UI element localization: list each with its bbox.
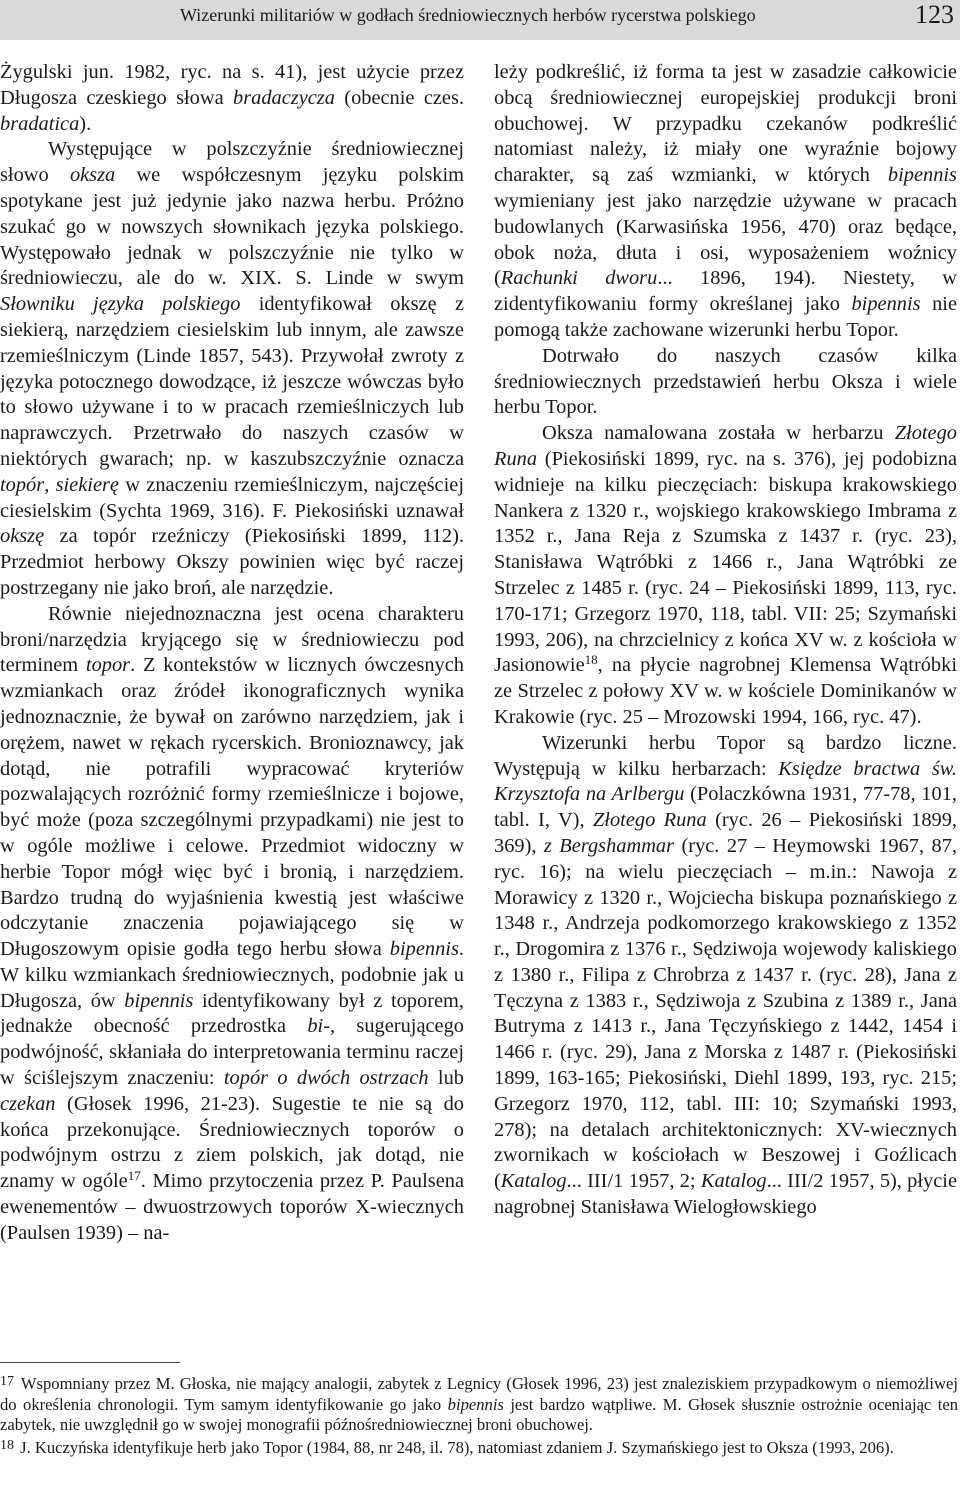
text-run: leży podkreślić, iż forma ta jest w zasadzie całkowicie obcą średniowiecznej europejskiej produkcji broni obuchowej. W przypadku czekanów podkreślić natomiast należy, iż miały one wyraźnie bojowy charakter, są zaś wzmianki, w których <box>494 61 957 187</box>
paragraph <box>494 60 957 344</box>
italic-text: topór o dwóch ostrzach <box>223 1067 429 1090</box>
text-run: . Mimo przytoczenia przez P. Paulsena ewenementów – dwuostrzowych toporów X-wiecznych (Paulsen 1939) – na- <box>0 1170 465 1244</box>
text-run: ... III/1 1957, 2; <box>566 1170 701 1193</box>
text-run: Równie niejednoznaczna jest ocena charakteru broni/narzędzia kryjącego się w średniowieczu pod terminem <box>0 602 464 677</box>
text-run: (Głosek 1996, 21-23). Sugestie te nie są do końca przekonujące. Średniowiecznych toporów o podwójnym ostrzu z ziem polskich, jak dotąd, nie znamy w ogóle <box>0 1092 464 1193</box>
text-run: (obecnie czes. <box>334 86 464 109</box>
footnote-18 <box>0 1436 958 1459</box>
text-run: jest bardzo wątpliwe. M. Głosek słusznie ostrożnie oceniając ten zabytek, nie uwzględnił go w swojej monografii późnośredniowiecznej broni obuchowej. <box>0 1394 958 1434</box>
italic-text: okszę <box>0 525 45 548</box>
paragraph <box>0 602 464 1247</box>
text-run: ... III/2 1957, 5), płycie nagrobnej Stanisława Wielogłowskiego <box>494 1170 957 1219</box>
italic-text: bi- <box>307 1015 331 1038</box>
text-run: Oksza namalowana została w herbarzu <box>542 422 895 445</box>
text-run: identyfikowany był z toporem, jednakże obecność przedrostka <box>0 989 464 1038</box>
text-run: Żygulski jun. 1982, ryc. na s. 41), jest użycie przez Długosza czeskiego słowa <box>0 61 464 109</box>
italic-text: bipennis <box>389 938 459 961</box>
italic-text: oksza <box>69 164 116 187</box>
text-run: J. Kuczyńska identyfikuje herb jako Topor (1984, 88, nr 248, il. 78), natomiast zdaniem J. Szymańskiego jest to Oksza (1993, 206). <box>16 1437 894 1457</box>
footnotes <box>0 1372 958 1458</box>
italic-text: topór <box>0 473 45 496</box>
italic-text: czekan <box>0 1092 56 1115</box>
footnote-number: 18 <box>0 1437 14 1453</box>
text-run: , na płycie nagrobnej Klemensa Wątróbki ze Strzelec z połowy XV w. w kościele Dominikanów w Krakowie (ryc. 25 – Mrozowski 1994, 166, ryc. 47). <box>494 654 957 728</box>
text-run: Dotrwało do naszych czasów kilka średniowiecznych przedstawień herbu Oksza i wiele herbu Topor. <box>494 344 957 419</box>
italic-text: bipennis <box>887 164 957 187</box>
right-text-column <box>494 60 957 1221</box>
text-run: we współczesnym języku polskim spotykane jest już jedynie jako nazwa herbu. Próżno szukać go w nowszych słownikach języka polskiego. Występowało jednak w polszczyźnie nie tylko w średniowieczu, ale do w. XIX. S. Linde w swym <box>0 164 464 290</box>
italic-text: z Bergshammar <box>543 834 675 857</box>
paragraph <box>494 344 957 421</box>
italic-text: Słowniku języka polskiego <box>0 293 241 316</box>
italic-text: Rachunki dworu <box>500 267 658 290</box>
text-run: (Piekosiński 1899, ryc. na s. 376), jej podobizna widnieje na kilku pieczęciach: biskupa krakowskiego Nankera z 1320 r., wojskiego krakowskiego Imbrama z 1352 r., Jana Reja z Szumska z 1437 r. (ryc. 23), Stanisława Wątróbki z 1466 r., Jana Wątróbki ze Strzelec z 1485 r. (ryc. 24 – Piekosiński 1899, 113, ryc. 170-171; Grzegorz 1970, 118, tabl. VII: 25; Szymański 1993, 206), na chrzcielnicy z końca XV w. z kościoła w Jasionowie <box>494 447 957 677</box>
text-run: identyfikował okszę z siekierą, narzędziem ciesielskim lub innym, ale zawsze rzemieślniczym (Linde 1857, 543). Przywołał zwroty z języka potocznego dowodzące, iż jeszcze wówczas było to słowo używane i to w pracach rzemieślniczych lub naprawczych. Przetrwało do naszych czasów w niektórych gwarach; np. w kaszubszczyźnie oznacza <box>0 293 464 470</box>
text-run: wymieniany jest jako narzędzie używane w pracach budowlanych (Karwasińska 1956, 470) oraz będące, obok noża, dłuta i osi, wyposażeniem woźnicy ( <box>494 189 957 290</box>
running-title: Wizerunki militariów w godłach średniowiecznych herbów rycerstwa polskiego <box>180 5 756 25</box>
italic-text: siekierę <box>55 473 119 496</box>
text-run: (ryc. 27 – Heymowski 1967, 87, ryc. 16); na wielu pieczęciach – m.in.: Nawoja z Morawicy z 1320 r., Wojciecha biskupa poznańskiego z 1348 r., Andrzeja podkomorzego krakowskiego z 1352 r., Drogomira z 1376 r., Sędziwoja wojewody kaliskiego z 1380 r., Filipa z Chrobrza z 1437 r. (ryc. 28), Jana z Tęczyna z 1383 r., Sędziwoja z Szubina z 1389 r., Jana Butryma z 1413 r., Jana Tęczyńskiego z 1442, 1454 i 1466 r. (ryc. 29), Jana z Morska z 1487 r. (Piekosiński 1899, 163-165; Piekosiński, Diehl 1899, 193, ryc. 215; Grzegorz 1970, 112, tabl. III: 10; Szymański 1993, 278); na detalach architektonicznych: XV-wiecznych zwornikach w kościołach w Beszowej i Goźlicach ( <box>494 834 958 1193</box>
italic-text: Złotego Runa <box>494 422 957 470</box>
text-run: w znaczeniu rzemieślniczym, najczęściej ciesielskim (Sychta 1969, 316). F. Piekosiński uznawał <box>0 473 464 522</box>
text-run: (ryc. 26 – Piekosiński 1899, 369), <box>494 809 957 857</box>
italic-text: bipennis <box>124 989 194 1012</box>
footnote-reference: 18 <box>584 652 598 668</box>
text-run: Występujące w polszczyźnie średniowiecznej słowo <box>0 138 464 187</box>
paragraph <box>494 421 957 731</box>
text-run: , <box>44 473 56 496</box>
text-run: nie pomogą także zachowane wizerunki herbu Topor. <box>494 293 957 341</box>
italic-text: bradaczycza <box>233 86 335 109</box>
footnote-reference: 17 <box>127 1168 141 1184</box>
text-run: ... 1896, 194). Niestety, w zidentyfikowaniu formy określanej jako <box>494 267 957 316</box>
italic-text: bipennis <box>851 293 921 316</box>
italic-text: Katalog <box>700 1170 767 1193</box>
paragraph <box>0 60 464 137</box>
italic-text: bradatica <box>0 112 80 135</box>
text-run: . Z kontekstów w licznych ówczesnych wzmiankach oraz źródeł ikonograficznych wynika jednoznacznie, że bywał on zarówno narzędziem, jak i orężem, nawet w rękach rycerskich. Bronioznawcy, jak dotąd, nie potrafili wypracować kryteriów pozwalających rozróżnić formy rzemieślnicze i bojowe, być może (poza szczególnymi przypadkami) nie jest to w ogóle możliwe i celowe. Przedmiot widoczny w herbie Topor mógł więc być i bronią, i narzędziem. Bardzo trudną do wyjaśnienia kwestią jest właściwe odczytanie znaczenia pojawiającego się w Długoszowym opisie godła tego herbu słowa <box>0 654 464 961</box>
italic-text: bipennis <box>447 1394 504 1414</box>
text-run: Wspomniany przez M. Głoska, nie mający analogii, zabytek z Legnicy (Głosek 1996, 23) jest znaleziskiem przypadkowym o niemożliwej do określenia chronologii. Tym samym identyfikowanie go jako <box>0 1374 958 1414</box>
text-run: (Polaczkówna 1931, 77-78, 101, tabl. I, V), <box>494 783 957 832</box>
left-text-column <box>0 60 464 1247</box>
italic-text: Księdze bractwa św. Krzysztofa na Arlbergu <box>494 757 957 806</box>
italic-text: topor <box>85 654 131 677</box>
footnote-17 <box>0 1372 958 1436</box>
text-run: lub <box>428 1067 464 1090</box>
text-run: . W kilku wzmiankach średniowiecznych, podobnie jak u Długosza, ów <box>0 938 464 1012</box>
paragraph <box>494 731 957 1221</box>
text-run: , sugerującego podwójność, skłaniała do interpretowania terminu raczej w ściślejszym znaczeniu: <box>0 1015 464 1090</box>
text-run: Wizerunki herbu Topor są bardzo liczne. Występują w kilku herbarzach: <box>494 731 957 780</box>
italic-text: Złotego Runa <box>592 809 707 832</box>
paragraph <box>0 137 464 601</box>
footnote-number: 17 <box>0 1374 14 1389</box>
running-header <box>0 0 960 40</box>
italic-text: Katalog <box>500 1170 567 1193</box>
page-number: 123 <box>915 0 954 29</box>
footnote-separator <box>0 1362 180 1363</box>
text-run: za topór rzeźniczy (Piekosiński 1899, 112). Przedmiot herbowy Okszy powinien więc być raczej postrzegany nie jako broń, ale narzędzie. <box>0 525 464 599</box>
text-run: ). <box>79 112 92 135</box>
